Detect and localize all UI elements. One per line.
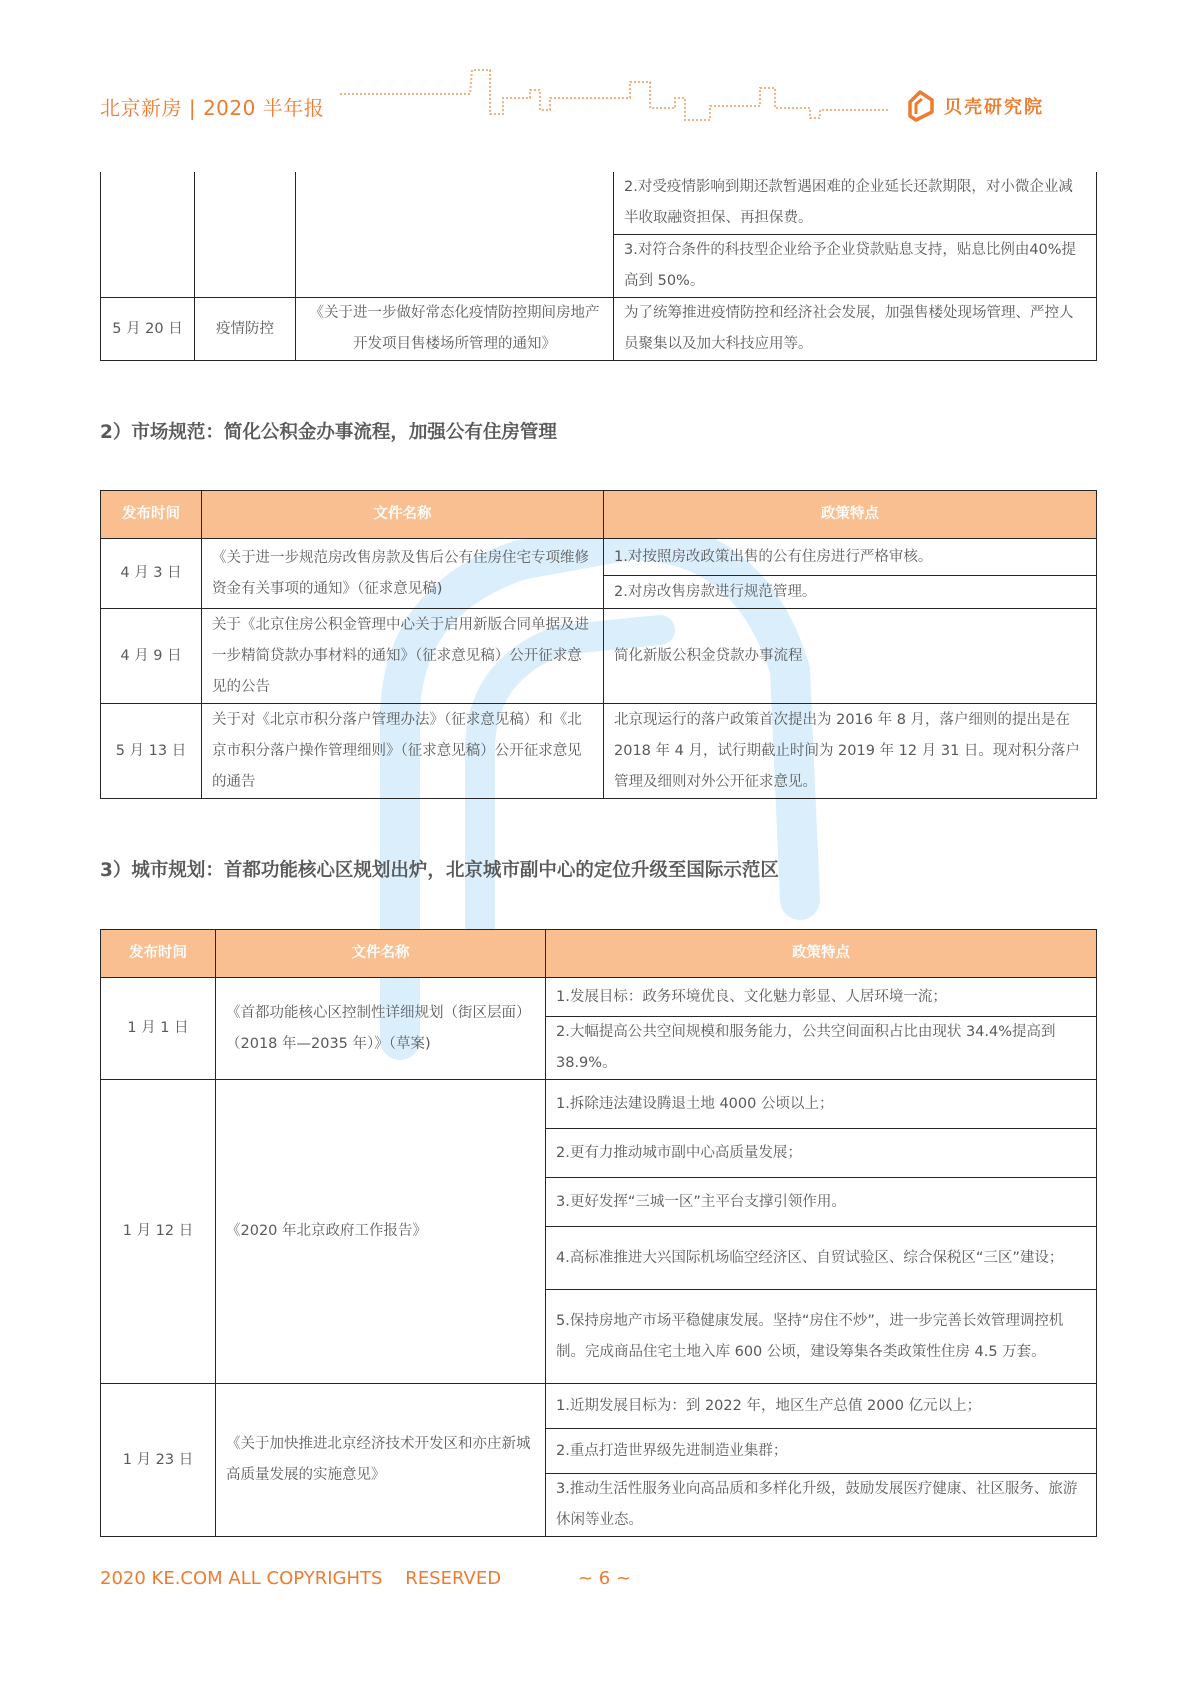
date-cell: 1 月 1 日	[101, 978, 216, 1080]
header-date: 发布时间	[101, 491, 202, 539]
feature-cell: 1.近期发展目标为：到 2022 年，地区生产总值 2000 亿元以上；	[546, 1384, 1097, 1429]
category-cell	[195, 172, 296, 298]
date-cell: 5 月 13 日	[101, 704, 202, 799]
category-cell: 疫情防控	[195, 298, 296, 361]
continued-policy-table	[100, 172, 1097, 361]
feature-cell: 2.重点打造世界级先进制造业集群；	[546, 1429, 1097, 1474]
feature-cell: 为了统筹推进疫情防控和经济社会发展，加强售楼处现场管理、严控人员聚集以及加大科技应用等。	[614, 298, 1097, 361]
date-cell: 1 月 23 日	[101, 1384, 216, 1537]
date-cell: 5 月 20 日	[101, 298, 195, 361]
feature-cell: 4.高标准推进大兴国际机场临空经济区、自贸试验区、综合保税区“三区”建设；	[546, 1227, 1097, 1290]
document-cell: 《关于加快推进北京经济技术开发区和亦庄新城高质量发展的实施意见》	[216, 1384, 546, 1537]
brand-logo	[902, 88, 1044, 124]
date-cell: 4 月 3 日	[101, 539, 202, 609]
document-cell	[296, 172, 614, 298]
urban-planning-table	[100, 929, 1097, 1537]
date-cell: 4 月 9 日	[101, 609, 202, 704]
section-heading-urban-planning: 3）城市规划：首都功能核心区规划出炉，北京城市副中心的定位升级至国际示范区	[100, 860, 779, 881]
feature-cell: 3.推动生活性服务业向高品质和多样化升级，鼓励发展医疗健康、社区服务、旅游休闲等业态。	[546, 1474, 1097, 1537]
table-row	[101, 172, 1097, 235]
section-heading-market: 2）市场规范：简化公积金办事流程，加强公有住房管理	[100, 422, 557, 443]
feature-cell: 简化新版公积金贷款办事流程	[604, 609, 1097, 704]
document-cell: 关于《北京住房公积金管理中心关于启用新版合同单据及进一步精简贷款办事材料的通知》（征求意见稿）公开征求意见的公告	[202, 609, 604, 704]
date-cell: 1 月 12 日	[101, 1080, 216, 1384]
header-features: 政策特点	[546, 930, 1097, 978]
table-row	[101, 1080, 1097, 1129]
brand-name: 贝壳研究院	[944, 97, 1044, 118]
table-header-row	[101, 491, 1097, 539]
skyline-decoration-icon	[340, 62, 900, 122]
document-cell: 《首都功能核心区控制性详细规划（街区层面）（2018 年—2035 年）》（草案)	[216, 978, 546, 1080]
feature-cell: 2.对受疫情影响到期还款暂遇困难的企业延长还款期限，对小微企业减半收取融资担保、再担保费。	[614, 172, 1097, 235]
header-document: 文件名称	[216, 930, 546, 978]
copyright-text: 2020 KE.COM ALL COPYRIGHTS RESERVED	[100, 1568, 502, 1589]
table-row	[101, 539, 1097, 576]
date-cell	[101, 172, 195, 298]
feature-cell: 2.对房改售房款进行规范管理。	[604, 576, 1097, 609]
feature-cell: 北京现运行的落户政策首次提出为 2016 年 8 月，落户细则的提出是在 2018 年 4 月，试行期截止时间为 2019 年 12 月 31 日。现对积分落户管理及细则对外公开征求意见。	[604, 704, 1097, 799]
document-cell: 关于对《北京市积分落户管理办法》（征求意见稿）和《北京市积分落户操作管理细则》（征求意见稿）公开征求意见的通告	[202, 704, 604, 799]
header-date: 发布时间	[101, 930, 216, 978]
table-row	[101, 978, 1097, 1017]
document-cell: 《关于进一步规范房改售房款及售后公有住房住宅专项维修资金有关事项的通知》（征求意见稿)	[202, 539, 604, 609]
table-row	[101, 298, 1097, 361]
feature-cell: 3.更好发挥“三城一区”主平台支撑引领作用。	[546, 1178, 1097, 1227]
table-row	[101, 704, 1097, 799]
table-header-row	[101, 930, 1097, 978]
feature-cell: 2.更有力推动城市副中心高质量发展；	[546, 1129, 1097, 1178]
document-cell: 《关于进一步做好常态化疫情防控期间房地产开发项目售楼场所管理的通知》	[296, 298, 614, 361]
page-number: ~ 6 ~	[578, 1568, 632, 1589]
header-document: 文件名称	[202, 491, 604, 539]
feature-cell: 5.保持房地产市场平稳健康发展。坚持“房住不炒”，进一步完善长效管理调控机制。完成商品住宅土地入库 600 公顷，建设筹集各类政策性住房 4.5 万套。	[546, 1290, 1097, 1384]
market-policy-table	[100, 490, 1097, 799]
feature-cell: 2.大幅提高公共空间规模和服务能力，公共空间面积占比由现状 34.4%提高到 38.9%。	[546, 1017, 1097, 1080]
report-title: 北京新房 | 2020 半年报	[100, 96, 325, 120]
document-cell: 《2020 年北京政府工作报告》	[216, 1080, 546, 1384]
feature-cell: 3.对符合条件的科技型企业给予企业贷款贴息支持，贴息比例由40%提高到 50%。	[614, 235, 1097, 298]
feature-cell: 1.拆除违法建设腾退土地 4000 公顷以上；	[546, 1080, 1097, 1129]
header-features: 政策特点	[604, 491, 1097, 539]
feature-cell: 1.发展目标：政务环境优良、文化魅力彰显、人居环境一流；	[546, 978, 1097, 1017]
table-row	[101, 609, 1097, 704]
beike-logo-icon	[902, 88, 938, 124]
feature-cell: 1.对按照房改政策出售的公有住房进行严格审核。	[604, 539, 1097, 576]
table-row	[101, 1384, 1097, 1429]
